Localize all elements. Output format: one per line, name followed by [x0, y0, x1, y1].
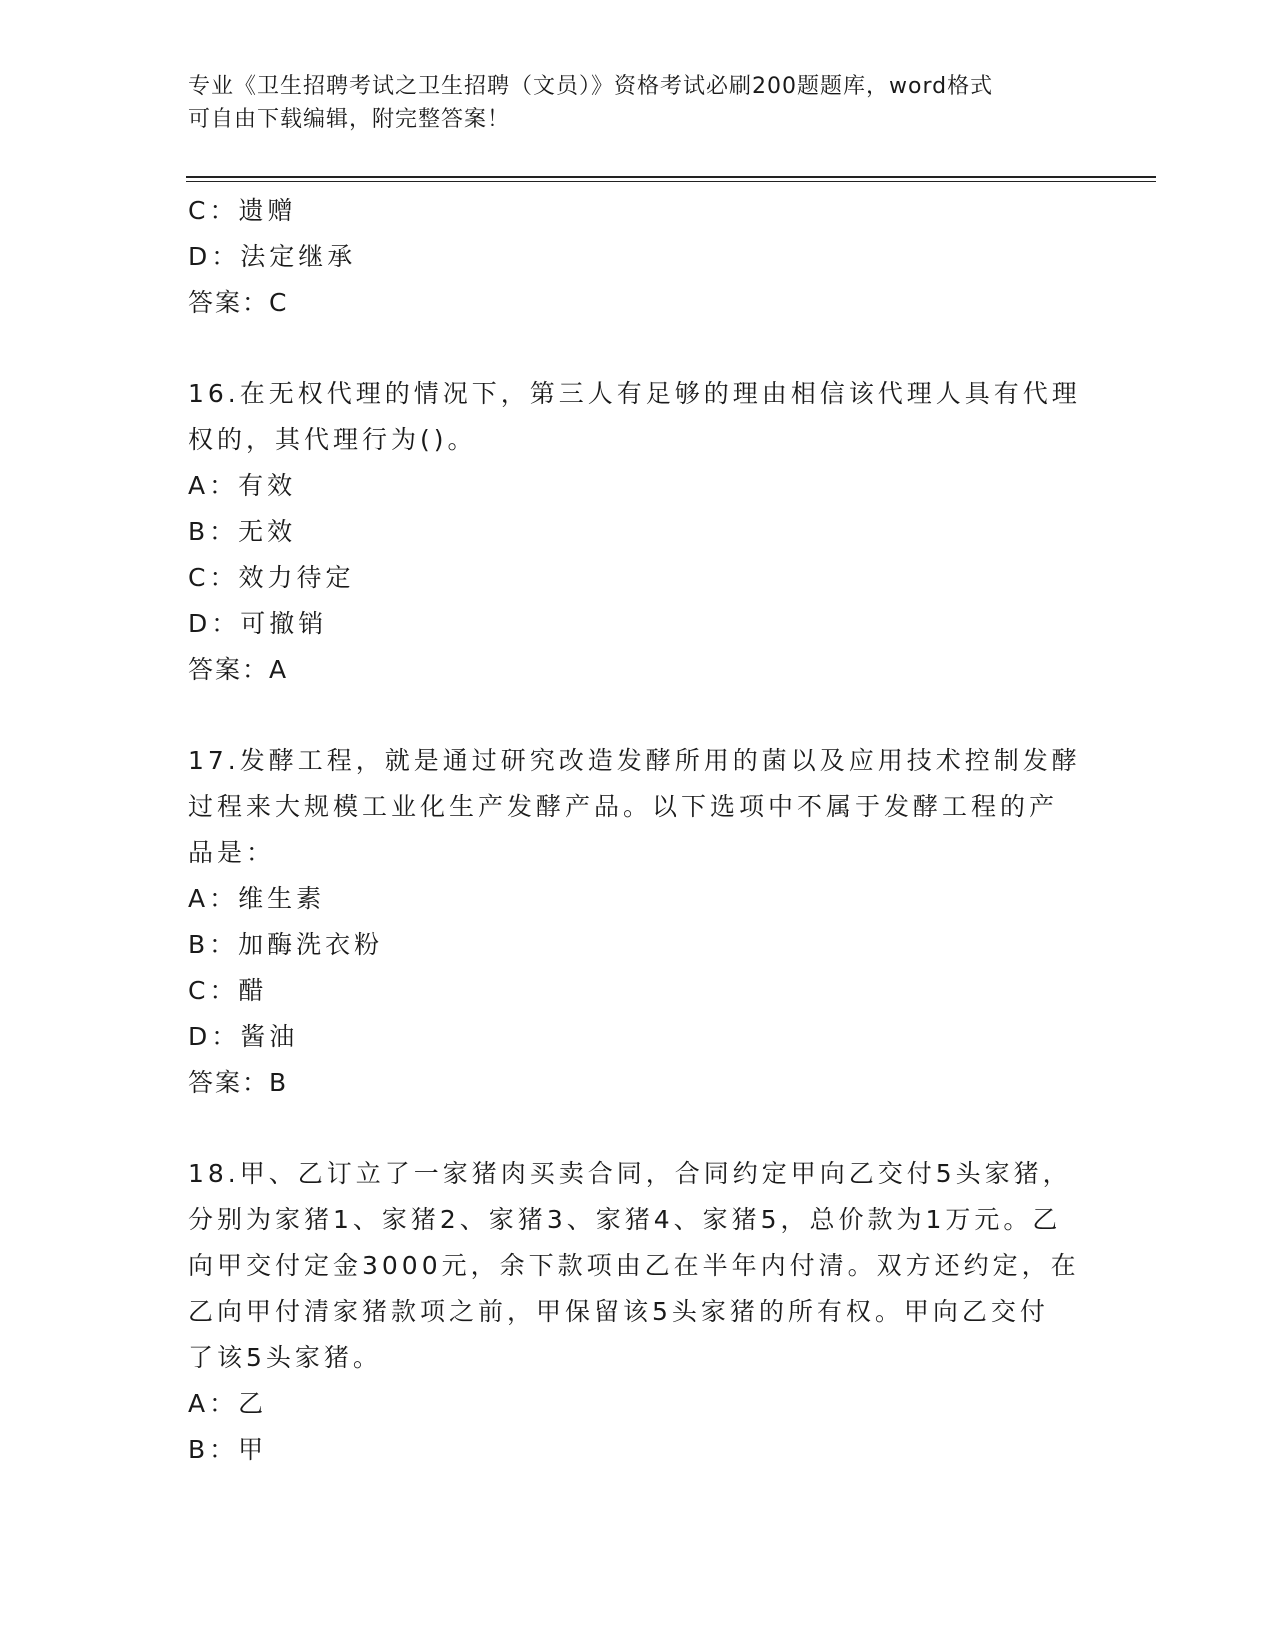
option-b: B：加酶洗衣粉	[188, 930, 384, 959]
question-content	[188, 188, 1088, 1473]
document-header	[188, 70, 1068, 136]
option-c: C：醋	[188, 976, 268, 1005]
option-a: A：有效	[188, 471, 297, 500]
option-c: C：效力待定	[188, 563, 355, 592]
question-text-line: 了该5头家猪。	[188, 1343, 382, 1372]
question-18	[188, 1151, 1088, 1473]
header-line-1: 专业《卫生招聘考试之卫生招聘（文员）》资格考试必刷200题题库，word格式	[188, 74, 994, 99]
question-text-line: 向甲交付定金3000元，余下款项由乙在半年内付清。双方还约定，在	[188, 1251, 1080, 1280]
option-d: D：可撤销	[188, 609, 328, 638]
header-rule	[186, 176, 1156, 182]
option-a: A：乙	[188, 1389, 268, 1418]
question-text-line: 16.在无权代理的情况下，第三人有足够的理由相信该代理人具有代理	[188, 379, 1081, 408]
question-text-line: 乙向甲付清家猪款项之前，甲保留该5头家猪的所有权。甲向乙交付	[188, 1297, 1049, 1326]
option-c: C：遗赠	[188, 196, 297, 225]
question-text-line: 分别为家猪1、家猪2、家猪3、家猪4、家猪5，总价款为1万元。乙	[188, 1205, 1062, 1234]
option-d: D：法定继承	[188, 242, 357, 271]
question-text-line: 18.甲、乙订立了一家猪肉买卖合同，合同约定甲向乙交付5头家猪，	[188, 1159, 1072, 1188]
header-line-2: 可自由下载编辑，附完整答案！	[188, 107, 511, 132]
answer-line: 答案：A	[188, 655, 289, 684]
prev-question	[188, 188, 1088, 326]
question-text-line: 过程来大规模工业化生产发酵产品。以下选项中不属于发酵工程的产	[188, 792, 1059, 821]
option-b: B：无效	[188, 517, 297, 546]
answer-line: 答案：C	[188, 288, 289, 317]
option-d: D：酱油	[188, 1022, 299, 1051]
question-17	[188, 738, 1088, 1106]
option-b: B：甲	[188, 1435, 268, 1464]
answer-line: 答案：B	[188, 1068, 289, 1097]
question-text-line: 品是：	[188, 838, 276, 867]
question-16	[188, 371, 1088, 693]
question-text-line: 17.发酵工程，就是通过研究改造发酵所用的菌以及应用技术控制发酵	[188, 746, 1081, 775]
option-a: A：维生素	[188, 884, 326, 913]
question-text-line: 权的，其代理行为()。	[188, 425, 477, 454]
